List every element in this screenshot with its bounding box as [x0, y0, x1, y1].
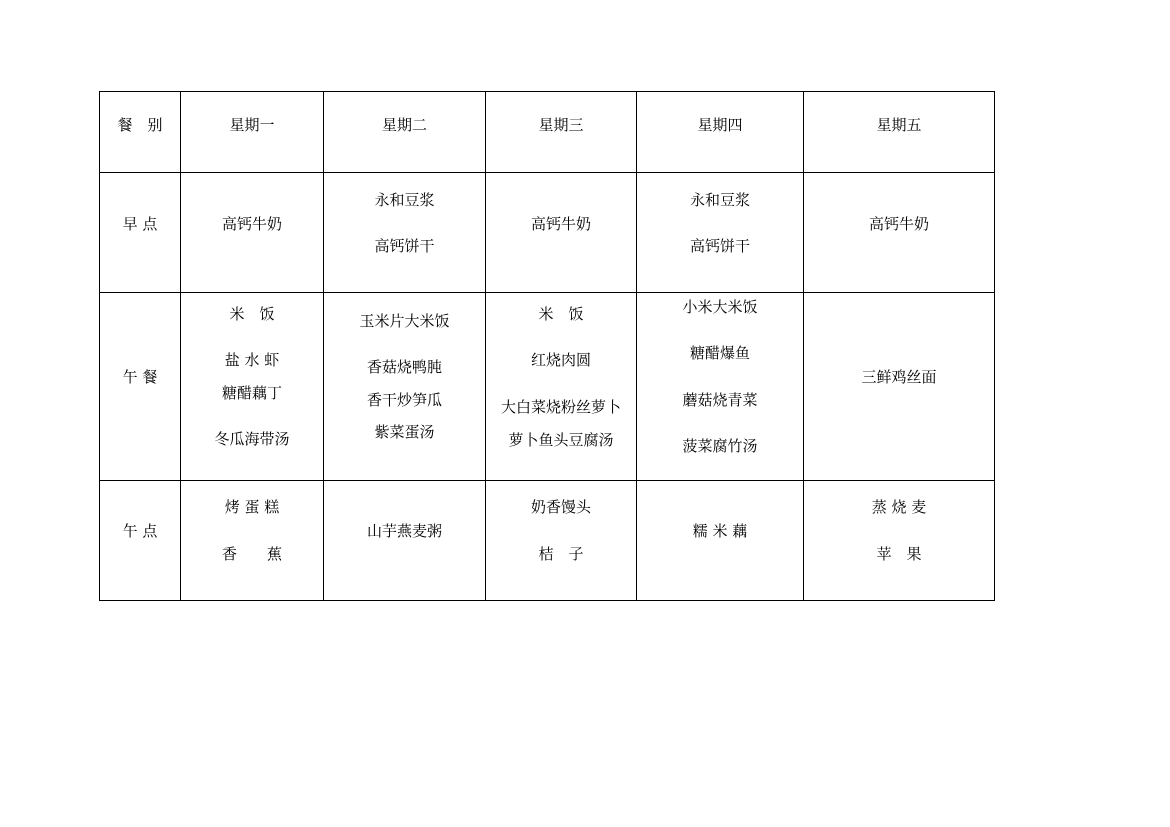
afternoon-snack-row: [100, 481, 995, 601]
header-row: [100, 92, 995, 173]
menu-item: 紫菜蛋汤: [374, 423, 435, 441]
menu-item: 玉米片大米饭: [359, 312, 450, 330]
menu-item: 山芋燕麦粥: [366, 522, 442, 540]
menu-item: 香 蕉: [221, 545, 282, 563]
menu-cell: [181, 293, 324, 481]
menu-item: 高钙饼干: [374, 237, 435, 255]
menu-item: 奶香馒头: [530, 498, 591, 516]
menu-cell: [804, 173, 995, 293]
menu-item: 菠菜腐竹汤: [682, 437, 758, 455]
menu-item: 米 饭: [538, 305, 584, 323]
menu-item: 永和豆浆: [374, 191, 435, 209]
menu-cell: [637, 173, 804, 293]
header-monday: 星期一: [181, 92, 324, 173]
menu-item: 高钙饼干: [689, 237, 750, 255]
menu-item: 高钙牛奶: [530, 215, 591, 233]
menu-cell: [486, 481, 637, 601]
menu-cell: [324, 173, 486, 293]
menu-cell: [804, 293, 995, 481]
breakfast-row: [100, 173, 995, 293]
menu-item: 糖醋爆鱼: [689, 344, 750, 362]
menu-item: 萝卜鱼头豆腐汤: [508, 431, 614, 449]
menu-cell: [804, 481, 995, 601]
menu-item: 香干炒笋瓜: [366, 391, 442, 409]
menu-item: 烤 蛋 糕: [224, 498, 280, 516]
menu-cell: [486, 173, 637, 293]
menu-item: 小米大米饭: [682, 298, 758, 316]
menu-item: 蒸 烧 麦: [871, 498, 927, 516]
meal-label: 早 点: [100, 173, 181, 293]
weekly-menu-table: [99, 91, 995, 601]
menu-cell: [181, 481, 324, 601]
menu-item: 冬瓜海带汤: [214, 430, 290, 448]
header-meal-type: 餐 别: [100, 92, 181, 173]
menu-item: 苹 果: [876, 545, 922, 563]
menu-cell: [637, 481, 804, 601]
menu-item: 糖醋藕丁: [221, 384, 282, 402]
header-friday: 星期五: [804, 92, 995, 173]
menu-item: 高钙牛奶: [868, 215, 929, 233]
meal-label: 午 餐: [100, 293, 181, 481]
menu-item: 桔 子: [538, 545, 584, 563]
menu-item: 永和豆浆: [689, 191, 750, 209]
menu-cell: [637, 293, 804, 481]
header-wednesday: 星期三: [486, 92, 637, 173]
menu-item: 高钙牛奶: [221, 215, 282, 233]
menu-cell: [324, 481, 486, 601]
menu-item: 香菇烧鸭肫: [366, 358, 442, 376]
lunch-row: [100, 293, 995, 481]
menu-item: 蘑菇烧青菜: [682, 391, 758, 409]
menu-cell: [486, 293, 637, 481]
header-thursday: 星期四: [637, 92, 804, 173]
menu-item: 米 饭: [229, 305, 275, 323]
menu-item: 红烧肉圆: [530, 351, 591, 369]
menu-item: 大白菜烧粉丝萝卜: [500, 398, 621, 416]
menu-item: 盐 水 虾: [224, 351, 280, 369]
header-tuesday: 星期二: [324, 92, 486, 173]
menu-item: 糯 米 藕: [692, 522, 748, 540]
menu-item: 三鲜鸡丝面: [861, 368, 937, 386]
meal-label: 午 点: [100, 481, 181, 601]
menu-cell: [181, 173, 324, 293]
menu-cell: [324, 293, 486, 481]
